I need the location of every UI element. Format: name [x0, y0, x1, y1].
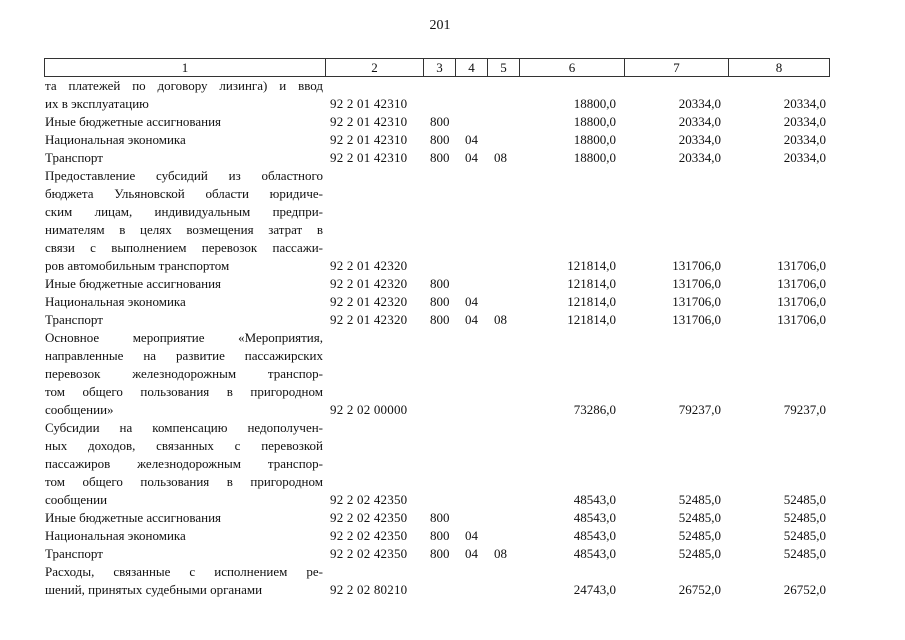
header-col-6: 6	[519, 59, 624, 76]
row-description	[45, 149, 103, 167]
expense-type-code: 800	[430, 546, 450, 561]
expense-type-code: 800	[430, 294, 450, 309]
section-code: 04	[465, 312, 478, 327]
budget-code: 92 2 01 42320	[330, 312, 408, 327]
amount-col-6: 121814,0	[567, 294, 616, 309]
amount-col-8: 131706,0	[777, 276, 826, 291]
expense-type-code: 800	[430, 276, 450, 291]
expense-type-code: 800	[430, 510, 450, 525]
section-code: 04	[465, 528, 478, 543]
amount-col-7: 52485,0	[678, 492, 721, 507]
section-code: 04	[465, 132, 478, 147]
description-line: шений, принятых судебными органами	[45, 582, 263, 597]
amount-col-7: 20334,0	[678, 132, 721, 147]
amount-col-7: 52485,0	[678, 510, 721, 525]
amount-col-7: 131706,0	[672, 294, 721, 309]
header-col-8: 8	[728, 59, 830, 76]
amount-col-8: 131706,0	[777, 294, 826, 309]
row-description	[45, 167, 323, 275]
amount-col-6: 121814,0	[567, 276, 616, 291]
amount-col-7: 26752,0	[678, 582, 721, 597]
description-line: Основное мероприятие «Мероприятия,	[45, 330, 323, 345]
row-description	[45, 113, 221, 131]
amount-col-7: 52485,0	[678, 528, 721, 543]
row-description	[45, 293, 186, 311]
budget-code: 92 2 02 42350	[330, 492, 408, 507]
amount-col-7: 20334,0	[678, 150, 721, 165]
description-line: Субсидии на компенсацию недополучен-	[45, 420, 323, 435]
description-line: Национальная экономика	[45, 294, 186, 309]
row-description	[45, 77, 323, 113]
amount-col-6: 18800,0	[573, 132, 616, 147]
amount-col-6: 18800,0	[573, 150, 616, 165]
row-description	[45, 329, 323, 419]
amount-col-8: 52485,0	[783, 492, 826, 507]
amount-col-6: 73286,0	[573, 402, 616, 417]
description-line: Транспорт	[45, 546, 103, 561]
budget-code: 92 2 01 42310	[330, 114, 408, 129]
description-line: та платежей по договору лизинга) и ввод	[45, 78, 323, 93]
description-line: бюджета Ульяновской области юридиче-	[45, 186, 323, 201]
description-line: том общего пользования в пригородном	[45, 384, 323, 399]
amount-col-8: 20334,0	[783, 96, 826, 111]
description-line: ров автомобильным транспортом	[45, 258, 230, 273]
budget-code: 92 2 01 42310	[330, 132, 408, 147]
description-line: нимателям в целях возмещения затрат в	[45, 222, 323, 237]
amount-col-8: 79237,0	[783, 402, 826, 417]
header-col-5: 5	[487, 59, 519, 76]
amount-col-8: 20334,0	[783, 132, 826, 147]
description-line: их в эксплуатацию	[45, 96, 149, 111]
page-number: 201	[429, 18, 451, 33]
amount-col-8: 26752,0	[783, 582, 826, 597]
budget-code: 92 2 01 42320	[330, 294, 408, 309]
row-description	[45, 275, 221, 293]
description-line: Иные бюджетные ассигнования	[45, 510, 222, 525]
budget-code: 92 2 01 42320	[330, 276, 408, 291]
description-line: Расходы, связанные с исполнением ре-	[45, 564, 323, 579]
amount-col-7: 131706,0	[672, 258, 721, 273]
description-line: ных доходов, связанных с перевозкой	[45, 438, 323, 453]
budget-code: 92 2 01 42320	[330, 258, 408, 273]
row-description	[45, 131, 186, 149]
budget-code: 92 2 01 42310	[330, 96, 408, 111]
amount-col-6: 48543,0	[573, 528, 616, 543]
description-line: сообщении»	[45, 402, 114, 417]
expense-type-code: 800	[430, 150, 450, 165]
header-col-4: 4	[455, 59, 487, 76]
description-line: Национальная экономика	[45, 528, 186, 543]
budget-code: 92 2 01 42310	[330, 150, 408, 165]
amount-col-6: 18800,0	[573, 96, 616, 111]
amount-col-8: 20334,0	[783, 150, 826, 165]
budget-code: 92 2 02 42350	[330, 546, 408, 561]
amount-col-7: 20334,0	[678, 114, 721, 129]
row-description	[45, 527, 186, 545]
amount-col-8: 131706,0	[777, 258, 826, 273]
subsection-code: 08	[494, 546, 507, 561]
row-description	[45, 509, 221, 527]
header-col-3: 3	[423, 59, 455, 76]
amount-col-7: 52485,0	[678, 546, 721, 561]
row-description	[45, 563, 323, 599]
budget-code: 92 2 02 00000	[330, 402, 408, 417]
budget-code: 92 2 02 42350	[330, 510, 408, 525]
amount-col-7: 131706,0	[672, 276, 721, 291]
description-line: том общего пользования в пригородном	[45, 474, 323, 489]
amount-col-8: 52485,0	[783, 528, 826, 543]
subsection-code: 08	[494, 312, 507, 327]
description-line: ским лицам, индивидуальным предпри-	[45, 204, 323, 219]
description-line: Национальная экономика	[45, 132, 186, 147]
description-line: направленные на развитие пассажирских	[45, 348, 323, 363]
subsection-code: 08	[494, 150, 507, 165]
description-line: Транспорт	[45, 150, 103, 165]
amount-col-6: 24743,0	[573, 582, 616, 597]
section-code: 04	[465, 294, 478, 309]
row-description	[45, 419, 323, 509]
description-line: перевозок железнодорожным транспор-	[45, 366, 323, 381]
section-code: 04	[465, 546, 478, 561]
expense-type-code: 800	[430, 528, 450, 543]
budget-code: 92 2 02 42350	[330, 528, 408, 543]
amount-col-8: 52485,0	[783, 546, 826, 561]
row-description	[45, 545, 103, 563]
description-line: Транспорт	[45, 312, 103, 327]
amount-col-6: 48543,0	[573, 546, 616, 561]
header-col-7: 7	[624, 59, 728, 76]
description-line: Иные бюджетные ассигнования	[45, 114, 222, 129]
amount-col-6: 18800,0	[573, 114, 616, 129]
expense-type-code: 800	[430, 312, 450, 327]
amount-col-7: 20334,0	[678, 96, 721, 111]
description-line: связи с выполнением перевозок пассажи-	[45, 240, 323, 255]
expense-type-code: 800	[430, 114, 450, 129]
budget-code: 92 2 02 80210	[330, 582, 408, 597]
table-header	[44, 58, 830, 77]
amount-col-6: 48543,0	[573, 492, 616, 507]
amount-col-7: 131706,0	[672, 312, 721, 327]
amount-col-8: 52485,0	[783, 510, 826, 525]
amount-col-6: 121814,0	[567, 258, 616, 273]
amount-col-6: 121814,0	[567, 312, 616, 327]
amount-col-7: 79237,0	[678, 402, 721, 417]
expense-type-code: 800	[430, 132, 450, 147]
amount-col-8: 131706,0	[777, 312, 826, 327]
description-line: сообщении	[45, 492, 108, 507]
header-col-2: 2	[325, 59, 423, 76]
header-col-1: 1	[44, 59, 325, 76]
description-line: пассажиров железнодорожным транспор-	[45, 456, 323, 471]
description-line: Предоставление субсидий из областного	[45, 168, 323, 183]
row-description	[45, 311, 103, 329]
description-line: Иные бюджетные ассигнования	[45, 276, 222, 291]
amount-col-6: 48543,0	[573, 510, 616, 525]
amount-col-8: 20334,0	[783, 114, 826, 129]
section-code: 04	[465, 150, 478, 165]
